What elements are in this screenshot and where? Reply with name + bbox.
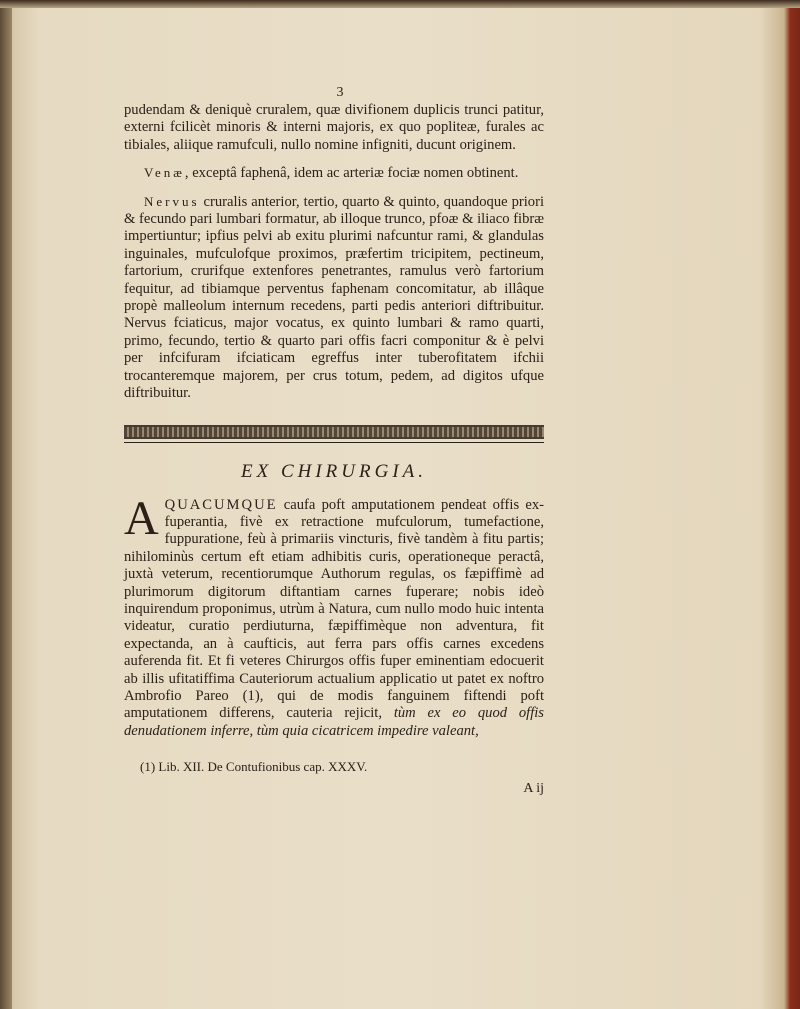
paragraph-venae	[124, 164, 544, 182]
page-top-edge	[0, 0, 800, 8]
chirurgia-text: caufa poft amputationem pendeat offis ex-fuperantia, fivè ex retractione mufculorum, tumefactione, fuppuratione, feù à primariis vincturis, fivè tandèm à fitu partis; nihilominùs certum eft etiam adhibitis curis, operationeque peractâ, juxtà veterum, recentiorumque Authorum regulas, os fæpiffimè ad plurimorum digitorum diftantiam carnes fuperare; nobis ideò inquirendum proponimus, utrùm à Natura, cum nullo modo huic intenta videatur, curatio perdiuturna, fæpiffimèque non adventura, fit expectanda, an à caufticis, aut ferra pars offis carnes excedens auferenda fit. Et fi veteres Chirurgos offis fuper eminentiam edocuerit ab illis ufitatiffima Cauteriorum actualium applicatio ut patet ex noftro Ambrofio Pareo (1), qui de modis fanguinem fiftendi poft amputationem differens, cauteria rejicit,	[124, 496, 544, 722]
paragraph-nervus	[124, 193, 544, 403]
section-title: EX CHIRURGIA.	[240, 460, 428, 482]
signature-mark: A ij	[523, 781, 544, 797]
ornamental-divider	[124, 425, 544, 439]
page-content	[124, 84, 544, 797]
divider-rule	[124, 442, 544, 443]
drop-cap: A	[124, 491, 159, 545]
book-spine	[0, 0, 12, 1009]
paragraph-arteries: pudendam & deniquè cruralem, quæ divifionem duplicis trunci patitur, externi fcilicèt minoris & interni majoris, ex quo popliteæ, furales ac tibiales, aliique ramufculi, nullo nomine infigniti, ducunt originem.	[124, 102, 544, 153]
footnote-text: (1) Lib. XII. De Contufionibus cap. XXXV.	[140, 759, 368, 775]
nervus-text: cruralis anterior, tertio, quarto & quinto, quandoque priori & fecundo pari lumbari formatur, ab illoque trunco, pfoæ & iliaco fibræ impertiuntur; ipfius pelvi ab exitu plurimi nafcuntur rami, & glandulas inguinales, mufculofque proximos, præfertim tricipitem, pectineum, fartorium, crurifque extenfores penetrantes, ramulus verò fartorium fequitur, ad tibiamque perventus faphenam concomitatur, ab illâque propè malleolum internum recedens, parti pedis anteriori diftribuitur. Nervus fciaticus, major vocatus, ex quinto lumbari & ramo quarti, primo, fecundo, tertio & quarto pari offis facri componitur & è pelvi per infcifuram ifciaticam egreffus inter tuberofitatem ifchii trocanteremque majorem, per crus totum, pedem, ad digitos ufque diftribuitur.	[124, 193, 544, 402]
footnote	[124, 758, 544, 797]
chirurgia-italic-text: tùm ex eo quod offis denudationem inferre, tùm quia cicatricem impedire valeant,	[124, 705, 544, 739]
venae-text: , exceptâ faphenâ, idem ac arteriæ fociæ nomen obtinent.	[184, 165, 519, 182]
venae-lead: Venæ	[144, 165, 185, 181]
chirurgia-lead: QUACUMQUE	[164, 496, 278, 513]
page-number: 3	[336, 85, 344, 100]
paragraph-chirurgia	[124, 491, 544, 741]
nervus-lead: Nervus	[144, 193, 200, 209]
